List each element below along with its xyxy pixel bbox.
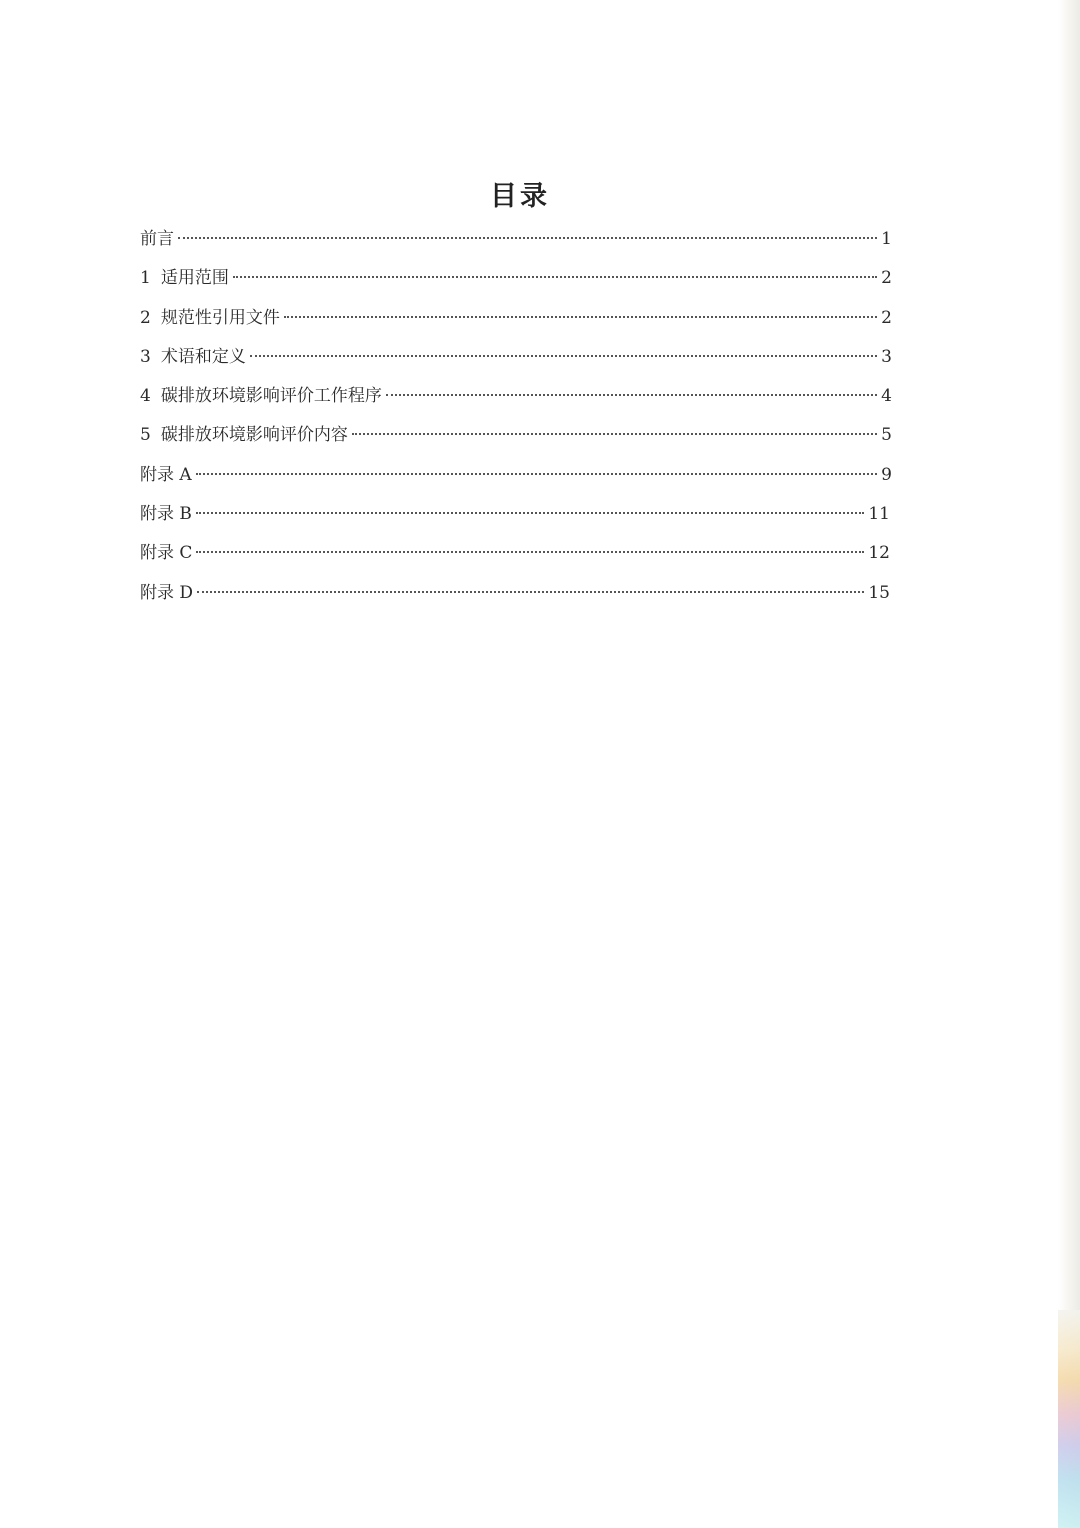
toc-entry-page: 4: [881, 386, 892, 407]
dot-leader: [196, 512, 864, 514]
toc-entry-page: 3: [881, 346, 892, 367]
toc-entry-number: 3: [140, 346, 151, 367]
toc-entry-appendix-d[interactable]: [140, 580, 890, 619]
toc-entry-page: 15: [868, 582, 890, 603]
toc-entry-number: 4: [140, 386, 151, 407]
dot-leader: [386, 394, 877, 396]
toc-entry-content[interactable]: [140, 422, 892, 461]
toc-entry-label: 适用范围: [160, 268, 229, 289]
page-title: 目录: [490, 181, 550, 212]
dot-leader: [352, 433, 877, 435]
toc-entry-label: 前言: [140, 229, 174, 249]
toc-entry-preface[interactable]: [140, 226, 892, 265]
toc-entry-label: 碳排放环境影响评价内容: [160, 425, 348, 446]
table-of-contents: [140, 226, 892, 619]
toc-entry-page: 5: [881, 425, 892, 446]
toc-entry-label: 附录 C: [140, 543, 193, 564]
dot-leader: [284, 316, 877, 318]
toc-entry-page: 11: [868, 504, 890, 525]
toc-entry-terms[interactable]: [140, 344, 892, 383]
toc-entry-label: 碳排放环境影响评价工作程序: [160, 386, 382, 407]
toc-entry-appendix-c[interactable]: [140, 540, 890, 579]
toc-entry-label: 附录 B: [140, 504, 192, 525]
toc-entry-label: 附录 D: [140, 582, 194, 603]
dot-leader: [233, 276, 877, 278]
toc-entry-number: 5: [140, 425, 151, 446]
toc-entry-page: 9: [881, 464, 892, 485]
toc-entry-appendix-b[interactable]: [140, 501, 890, 540]
toc-entry-number: 2: [140, 307, 151, 328]
dot-leader: [196, 551, 864, 553]
toc-entry-page: 2: [881, 307, 892, 328]
dot-leader: [196, 473, 877, 475]
dot-leader: [197, 591, 864, 593]
scan-artifact: [1058, 1310, 1080, 1528]
toc-entry-page: 2: [881, 268, 892, 289]
toc-entry-page: 12: [868, 543, 890, 564]
toc-entry-scope[interactable]: [140, 265, 892, 304]
dot-leader: [178, 237, 877, 239]
toc-entry-label: 规范性引用文件: [160, 307, 280, 328]
dot-leader: [250, 355, 877, 357]
toc-entry-page: 1: [881, 229, 892, 249]
toc-entry-label: 术语和定义: [160, 346, 246, 367]
toc-entry-normative-references[interactable]: [140, 305, 892, 344]
toc-entry-number: 1: [140, 268, 151, 289]
scan-edge: [1058, 0, 1080, 1528]
toc-entry-appendix-a[interactable]: [140, 462, 892, 501]
toc-entry-label: 附录 A: [140, 464, 192, 485]
toc-entry-procedure[interactable]: [140, 383, 892, 422]
